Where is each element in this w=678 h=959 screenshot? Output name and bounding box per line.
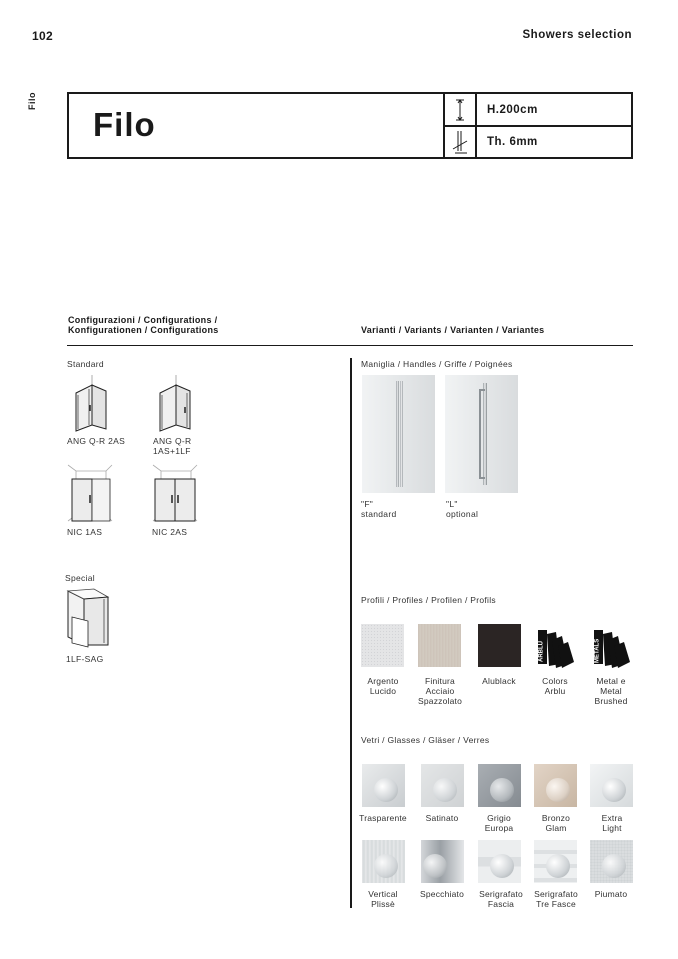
handles-heading: Maniglia / Handles / Griffe / Poignées <box>361 359 513 369</box>
config-label-line1: 1LF-SAG <box>66 654 104 664</box>
thickness-spec: Th. 6mm <box>487 136 538 148</box>
fan-label: METALS <box>594 638 601 663</box>
configurations-heading-line1: Configurazioni / Configurations / <box>68 315 218 325</box>
section-title: Showers selection <box>522 29 632 41</box>
handle-f-image <box>362 375 435 493</box>
glass-swatch-piumato <box>590 840 633 883</box>
profile-caption <box>578 676 644 706</box>
config-label-line1: ANG Q-R 2AS <box>67 436 126 446</box>
caption-line2: Light <box>602 823 622 833</box>
variants-heading: Varianti / Variants / Varianten / Variantes <box>361 325 545 335</box>
caption-line3: Spazzolato <box>417 696 463 706</box>
caption-line1: Grigio <box>487 813 511 823</box>
page-number: 102 <box>32 29 53 43</box>
handle-l-caption <box>446 499 478 519</box>
glass-swatch-extra-light <box>590 764 633 807</box>
caption-line2: Tre Fasce <box>536 899 576 909</box>
column-divider <box>350 358 352 908</box>
glass-swatch-specchiato <box>421 840 464 883</box>
caption-line2: Acciaio <box>425 686 455 696</box>
thickness-icon <box>449 129 471 155</box>
handle-l-image <box>445 375 518 493</box>
caption-line1: Vertical <box>368 889 398 899</box>
product-name: Filo <box>93 106 156 143</box>
config-label-line2: 1AS+1LF <box>153 446 191 456</box>
glass-swatch-grigio-europa <box>478 764 521 807</box>
config-label <box>67 436 125 446</box>
caption-line1: Colors <box>542 676 568 686</box>
metals-fan-icon <box>590 628 634 670</box>
fan-label: ARBLU <box>538 641 545 662</box>
glass-swatch-bronzo-glam <box>534 764 577 807</box>
height-spec: H.200cm <box>487 104 538 116</box>
caption-line2: Fascia <box>487 899 515 909</box>
config-label-line1: NIC 1AS <box>67 527 103 537</box>
caption-line1: Serigrafato <box>534 889 578 899</box>
glass-swatch-serigrafato-tre-fasce <box>534 840 577 883</box>
config-label <box>153 436 191 456</box>
handle-note: standard <box>361 509 397 519</box>
config-ang-qr-1as-1lf-diagram <box>154 375 196 433</box>
caption-line2: Arblu <box>544 686 566 696</box>
config-1lf-sag-diagram <box>64 587 112 651</box>
config-ang-qr-2as-diagram <box>70 375 112 433</box>
caption-line2: Lucido <box>369 686 397 696</box>
profile-caption <box>407 676 473 706</box>
height-arrow-icon <box>449 97 471 123</box>
handle-f-caption <box>361 499 396 519</box>
caption-line2: Metal <box>600 686 622 696</box>
glass-swatch-trasparente <box>362 764 405 807</box>
caption-line1: Satinato <box>425 813 459 823</box>
config-nic-2as-diagram <box>151 463 199 523</box>
glasses-heading: Vetri / Glasses / Gläser / Verres <box>361 735 490 745</box>
config-label-line1: ANG Q-R <box>153 436 192 446</box>
caption-line2: Plissè <box>371 899 395 909</box>
config-label-line1: NIC 2AS <box>152 527 188 537</box>
config-label <box>67 527 102 537</box>
standard-label: Standard <box>67 359 104 369</box>
caption-line1: Alublack <box>482 676 516 686</box>
section-rule <box>67 345 633 346</box>
glass-swatch-vertical-plisse <box>362 840 405 883</box>
configurations-heading <box>68 315 219 335</box>
caption-line1: Extra <box>601 813 623 823</box>
handle-code: "F" <box>361 499 374 509</box>
glass-caption <box>579 813 645 833</box>
caption-line2: Europa <box>484 823 514 833</box>
glass-caption <box>350 889 416 909</box>
config-label <box>152 527 187 537</box>
colors-arblu-fan-icon <box>534 628 578 670</box>
glass-caption <box>409 889 475 899</box>
caption-line1: Bronzo <box>541 813 571 823</box>
glass-caption <box>578 889 644 899</box>
glass-swatch-serigrafato-fascia <box>478 840 521 883</box>
profile-swatch-argento <box>361 624 404 667</box>
profile-swatch-acciaio <box>418 624 461 667</box>
handle-code: "L" <box>446 499 458 509</box>
profiles-heading: Profili / Profiles / Profilen / Profils <box>361 595 496 605</box>
caption-line2: Glam <box>545 823 567 833</box>
caption-line3: Brushed <box>594 696 628 706</box>
product-title-box <box>67 92 633 159</box>
config-label <box>66 654 104 664</box>
profile-swatch-alublack <box>478 624 521 667</box>
caption-line1: Piumato <box>594 889 628 899</box>
side-tab-label: Filo <box>27 92 37 110</box>
caption-line1: Trasparente <box>359 813 407 823</box>
glass-caption <box>350 813 416 823</box>
caption-line1: Argento <box>367 676 399 686</box>
special-label: Special <box>65 573 95 583</box>
config-nic-1as-diagram <box>66 463 114 523</box>
glass-swatch-satinato <box>421 764 464 807</box>
handle-note: optional <box>446 509 479 519</box>
configurations-heading-line2: Konfigurationen / Configurations <box>68 325 219 335</box>
caption-line1: Finitura <box>425 676 455 686</box>
caption-line1: Metal e <box>596 676 626 686</box>
caption-line1: Specchiato <box>419 889 465 899</box>
divider <box>443 125 631 127</box>
caption-line1: Serigrafato <box>479 889 523 899</box>
